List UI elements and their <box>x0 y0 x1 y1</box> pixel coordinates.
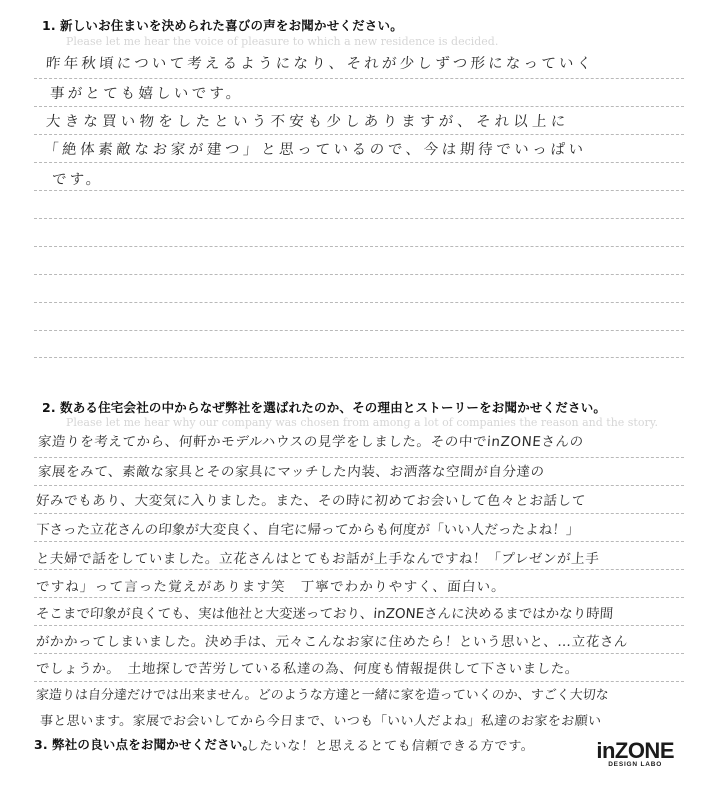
answer-rule <box>34 513 684 514</box>
q2-answer-line: でしょうか。 土地探しで苦労している私達の為、何度も情報提供して下さいました。 <box>35 661 580 677</box>
answer-rule <box>34 78 684 79</box>
question-2-subtitle: Please let me hear why our company was chosen from among a lot of companies the reason and the story. <box>66 416 658 429</box>
q2-answer-line: そこまで印象が良くても、実は他社と大変迷っており、inZONEさんに決めるまではかなり時間 <box>35 606 614 622</box>
q2-answer-line: と夫婦で話をしていました。立花さんはとてもお話が上手なんですね！「プレゼンが上手 <box>35 551 600 567</box>
answer-rule <box>34 625 684 626</box>
q2-answer-line: ですね」って言った覚えがあります笑 丁寧でわかりやすく、面白い。 <box>35 579 507 595</box>
question-3-title <box>34 735 255 753</box>
answer-rule <box>34 569 684 570</box>
q1-answer-line: 「絶体素敵なお家が建つ」と思っているので、今は期待でいっぱい <box>43 142 588 158</box>
question-1-number: 1. <box>42 18 56 33</box>
answer-rule <box>34 330 684 331</box>
question-1-title <box>42 16 403 34</box>
answer-rule <box>34 190 684 191</box>
answer-rule <box>34 218 684 219</box>
q2-answer-line: 事と思います。家展でお会いしてから今日まで、いつも「いい人だよね」私達のお家をお願い <box>39 714 602 729</box>
q2-answer-line: 下さった立花さんの印象が大変良く、自宅に帰ってからも何度が「いい人だったよね！」 <box>35 522 581 538</box>
question-2-text: 数ある住宅会社の中からなぜ弊社を選ばれたのか、その理由とストーリーをお聞かせください。 <box>60 400 607 415</box>
question-2-title <box>42 398 606 416</box>
answer-rule <box>34 457 684 458</box>
answer-rule <box>34 597 684 598</box>
q1-answer-line: 昨年秋頃について考えるようになり、それが少しずつ形になっていく <box>45 56 595 72</box>
q2-answer-line: 家展をみて、素敵な家具とその家具にマッチした内装、お洒落な空間が自分達の <box>37 464 546 480</box>
answer-rule <box>34 162 684 163</box>
question-2-number: 2. <box>42 400 56 415</box>
question-3-number: 3. <box>34 737 48 752</box>
q1-answer-line: 大きな買い物をしたという不安も少しありますが、それ以上に <box>45 114 571 130</box>
logo-sub-text: DESIGN LABO <box>608 761 663 768</box>
answer-rule <box>34 357 684 358</box>
logo-main-text: inZONE <box>596 738 674 763</box>
answer-rule <box>34 541 684 542</box>
answer-rule <box>34 106 684 107</box>
question-3-text: 弊社の良い点をお聞かせください。 <box>52 737 256 752</box>
question-1-text: 新しいお住まいを決められた喜びの声をお聞かせください。 <box>60 18 403 33</box>
answer-rule <box>34 653 684 654</box>
q2-answer-line: 好みでもあり、大変気に入りました。また、その時に初めてお会いして色々とお話して <box>35 493 587 509</box>
question-1-subtitle: Please let me hear the voice of pleasure to which a new residence is decided. <box>66 35 499 48</box>
answer-rule <box>34 274 684 275</box>
q2-answer-line: 家造りを考えてから、何軒かモデルハウスの見学をしました。その中でinZONEさんの <box>37 434 585 450</box>
answer-rule <box>34 485 684 486</box>
q2-answer-line: したいな！と思えるとても信頼できる方です。 <box>245 739 536 754</box>
company-logo <box>596 738 674 768</box>
answer-rule <box>34 681 684 682</box>
q1-answer-line: 事がとても嬉しいです。 <box>49 86 245 102</box>
q1-answer-line: です。 <box>51 172 104 188</box>
q2-answer-line: がかかってしまいました。決め手は、元々こんなお家に住めたら！という思いと、…立花さん <box>35 634 629 650</box>
answer-rule <box>34 302 684 303</box>
answer-rule <box>34 246 684 247</box>
q2-answer-line: 家造りは自分達だけでは出来ません。どのような方達と一緒に家を造っていくのか、すごく大切な <box>35 688 610 703</box>
answer-rule <box>34 134 684 135</box>
